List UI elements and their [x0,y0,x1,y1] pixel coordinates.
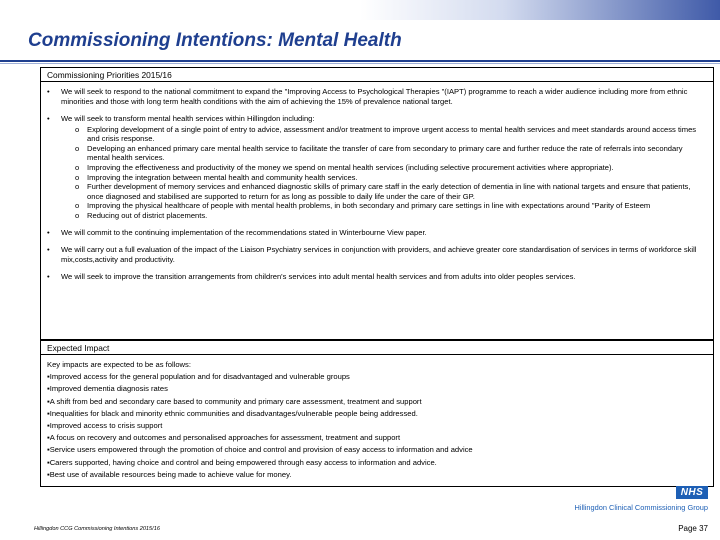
impact-item [47,432,707,444]
impact-bullet-marker: ▪ [47,457,50,467]
impact-item-text: Carers supported, having choice and control and being empowered through easy access to information and advice. [49,457,437,467]
priority-text: We will carry out a full evaluation of the impact of the Liaison Psychiatry services in conjunction with providers, and achieve greater core standardisation of services in terms of workforce skill mix,costs,activity and productivity. [61,244,697,264]
ccg-name: Hillingdon Clinical Commissioning Group [574,503,708,512]
page-title: Commissioning Intentions: Mental Health [28,30,402,51]
impact-bullet-marker: ▪ [47,445,50,455]
priority-item [47,228,707,238]
priorities-list [47,87,707,282]
sub-item [61,182,707,201]
sub-list [61,125,707,221]
sub-bullet-marker: o [75,201,80,211]
impact-item [47,420,707,432]
sub-bullet-marker: o [75,162,80,172]
sub-item-text: Improving the integration between mental health and community health services. [87,172,358,182]
sub-item-text: Developing an enhanced primary care mental health service to facilitate the transfer of care from secondary to primary care and further reduce the rate of referrals into secondary mental health services. [87,143,683,163]
impact-item [47,469,707,481]
sub-bullet-marker: o [75,210,80,220]
sub-bullet-marker: o [75,182,80,192]
page-number: Page 37 [678,524,708,533]
sub-item-text: Improving the effectiveness and productivity of the money we spend on mental health services (including selective procurement activities where appropriate). [87,162,614,172]
impact-list [47,371,707,481]
nhs-logo: NHS [676,486,708,499]
bullet-marker: • [47,227,50,237]
impact-item [47,396,707,408]
impact-item [47,457,707,469]
priority-text: We will seek to respond to the national commitment to expand the "Improving Access to Psychological Therapies "(IAPT) programme to reach a wider audience including more from ethnic minorities and those with long term health conditions with the aim of achieving the 15% of prevalence national target. [61,87,688,107]
bullet-marker: • [47,87,50,96]
impact-item-text: Improved access for the general population and for disadvantaged and vulnerable groups [49,372,350,382]
impact-item-text: Improved access to crisis support [49,421,163,431]
priority-item [47,245,707,265]
impact-panel [40,355,714,487]
bullet-marker: • [47,244,50,254]
impact-header: Expected Impact [40,340,714,355]
sub-item [61,144,707,163]
impact-item-text: Service users empowered through the promotion of choice and control and provision of easy access to information and advice [49,445,473,455]
priority-text: We will seek to improve the transition arrangements from children's services into adult mental health services and from adults into older peoples services. [61,272,576,282]
priorities-header: Commissioning Priorities 2015/16 [40,67,714,82]
priority-item [47,87,707,107]
impact-item [47,383,707,395]
impact-bullet-marker: ▪ [47,433,50,443]
sub-item-text: Exploring development of a single point of entry to advice, assessment and/or treatment to improve urgent access to mental health services and meet standards around access times and crisis response. [87,124,697,144]
sub-item-text: Reducing out of district placements. [87,210,208,220]
sub-item [61,163,707,173]
band-divider [132,0,133,20]
title-underline [0,60,720,62]
impact-intro: Key impacts are expected to be as follows: [47,360,191,369]
impact-bullet-marker: ▪ [47,421,50,431]
sub-bullet-marker: o [75,124,80,134]
impact-item-text: A shift from bed and secondary care based to community and primary care assessment, treatment and support [49,396,422,406]
impact-bullet-marker: ▪ [47,384,50,394]
bullet-marker: • [47,272,50,282]
impact-bullet-marker: ▪ [47,372,50,382]
priorities-panel [40,82,714,340]
header-band [0,0,720,20]
footer-document-title: Hillingdon CCG Commissioning Intentions 2015/16 [34,526,160,532]
sub-bullet-marker: o [75,143,80,153]
impact-item [47,408,707,420]
band-divider [240,0,241,20]
impact-bullet-marker: ▪ [47,408,50,418]
title-underline-secondary [0,63,720,64]
impact-item-text: Improved dementia diagnosis rates [49,384,168,394]
priority-text: We will commit to the continuing implementation of the recommendations stated in Winterbourne View paper. [61,227,427,237]
priority-item [47,272,707,282]
impact-item-text: Inequalities for black and minority ethnic communities and disadvantages/vulnerable people being addressed. [49,408,418,418]
impact-bullet-marker: ▪ [47,396,50,406]
sub-item [61,173,707,183]
sub-item [61,211,707,221]
impact-item [47,371,707,383]
impact-item-text: Best use of available resources being made to achieve value for money. [49,469,292,479]
priority-item [47,114,707,220]
priority-text: We will seek to transform mental health services within Hillingdon including: [61,114,315,124]
band-divider [348,0,349,20]
sub-item [61,201,707,211]
sub-item-text: Further development of memory services and enhanced diagnostic skills of primary care staff in the early detection of dementia in line with national targets and ensure that patients, once diagnosed and stabilised are supported to return for as long as possible to daily life under the care of their GP. [87,182,691,201]
impact-item [47,444,707,456]
sub-bullet-marker: o [75,172,80,182]
sub-item-text: Improving the physical healthcare of people with mental health problems, in both secondary and primary care settings in line with expectations around "Parity of Esteem [87,201,651,211]
impact-bullet-marker: ▪ [47,469,50,479]
impact-item-text: A focus on recovery and outcomes and personalised approaches for assessment, treatment and support [49,433,401,443]
bullet-marker: • [47,114,50,124]
sub-item [61,125,707,144]
